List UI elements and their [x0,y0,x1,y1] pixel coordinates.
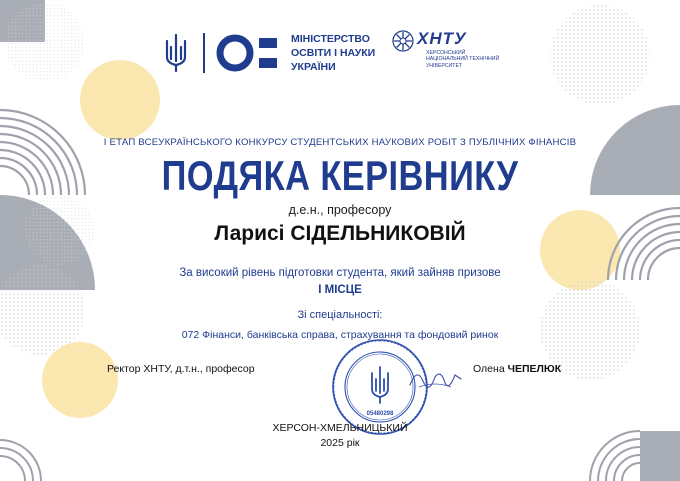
contest-stage: І ЕТАП ВСЕУКРАЇНСЬКОГО КОНКУРСУ СТУДЕНТСЬКИХ НАУКОВИХ РОБІТ З ПУБЛІЧНИХ ФІНАНСІВ [103,137,577,148]
specialty-value: 072 Фінанси, банківська справа, страхування та фондовий ринок [181,329,499,341]
university-emblem-icon [391,29,415,53]
university-line-3: УНІВЕРСИТЕТ [426,62,463,69]
ministry-name [291,32,375,74]
award-place: І МІСЦЕ [318,284,362,296]
ministry-line-3: УКРАЇНИ [291,61,336,73]
university-full-name [426,50,499,69]
trident-icon [163,33,189,73]
header-divider [203,33,205,73]
award-reason: За високий рівень підготовки студента, який зайняв призове [179,267,501,279]
top-left-arcs [0,0,85,82]
specialty-label: Зі спеціальності: [297,309,383,321]
year: 2025 рік [320,437,360,449]
university-line-2: НАЦІОНАЛЬНИЙ ТЕХНІЧНИЙ [426,56,500,63]
yellow-circle-top-left [80,60,160,140]
ministry-logo-icon [215,33,281,73]
ministry-line-1: МІНІСТЕРСТВО [291,33,370,45]
signer-name [473,363,561,375]
ministry-line-2: ОСВІТИ І НАУКИ [291,47,376,59]
signer-first-name: Олена [473,363,505,375]
signer-title: Ректор ХНТУ, д.т.н., професор [107,363,255,375]
city: ХЕРСОН-ХМЕЛЬНИЦЬКИЙ [272,422,408,434]
seal-code: 05480298 [366,411,394,417]
certificate-title: ПОДЯКА КЕРІВНИКУ [161,152,519,199]
university-short-name: ХНТУ [417,29,467,48]
signature-icon [405,363,465,393]
yellow-circle-bottom-left [42,342,118,418]
recipient-name: Ларисі СІДЕЛЬНИКОВІЙ [214,222,466,245]
signer-last-name: ЧЕПЕЛЮК [507,363,562,375]
recipient-degree: д.е.н., професору [288,203,392,217]
dotted-disc-top-right [550,5,650,105]
university-line-1: ХЕРСОНСЬКИЙ [426,50,466,56]
